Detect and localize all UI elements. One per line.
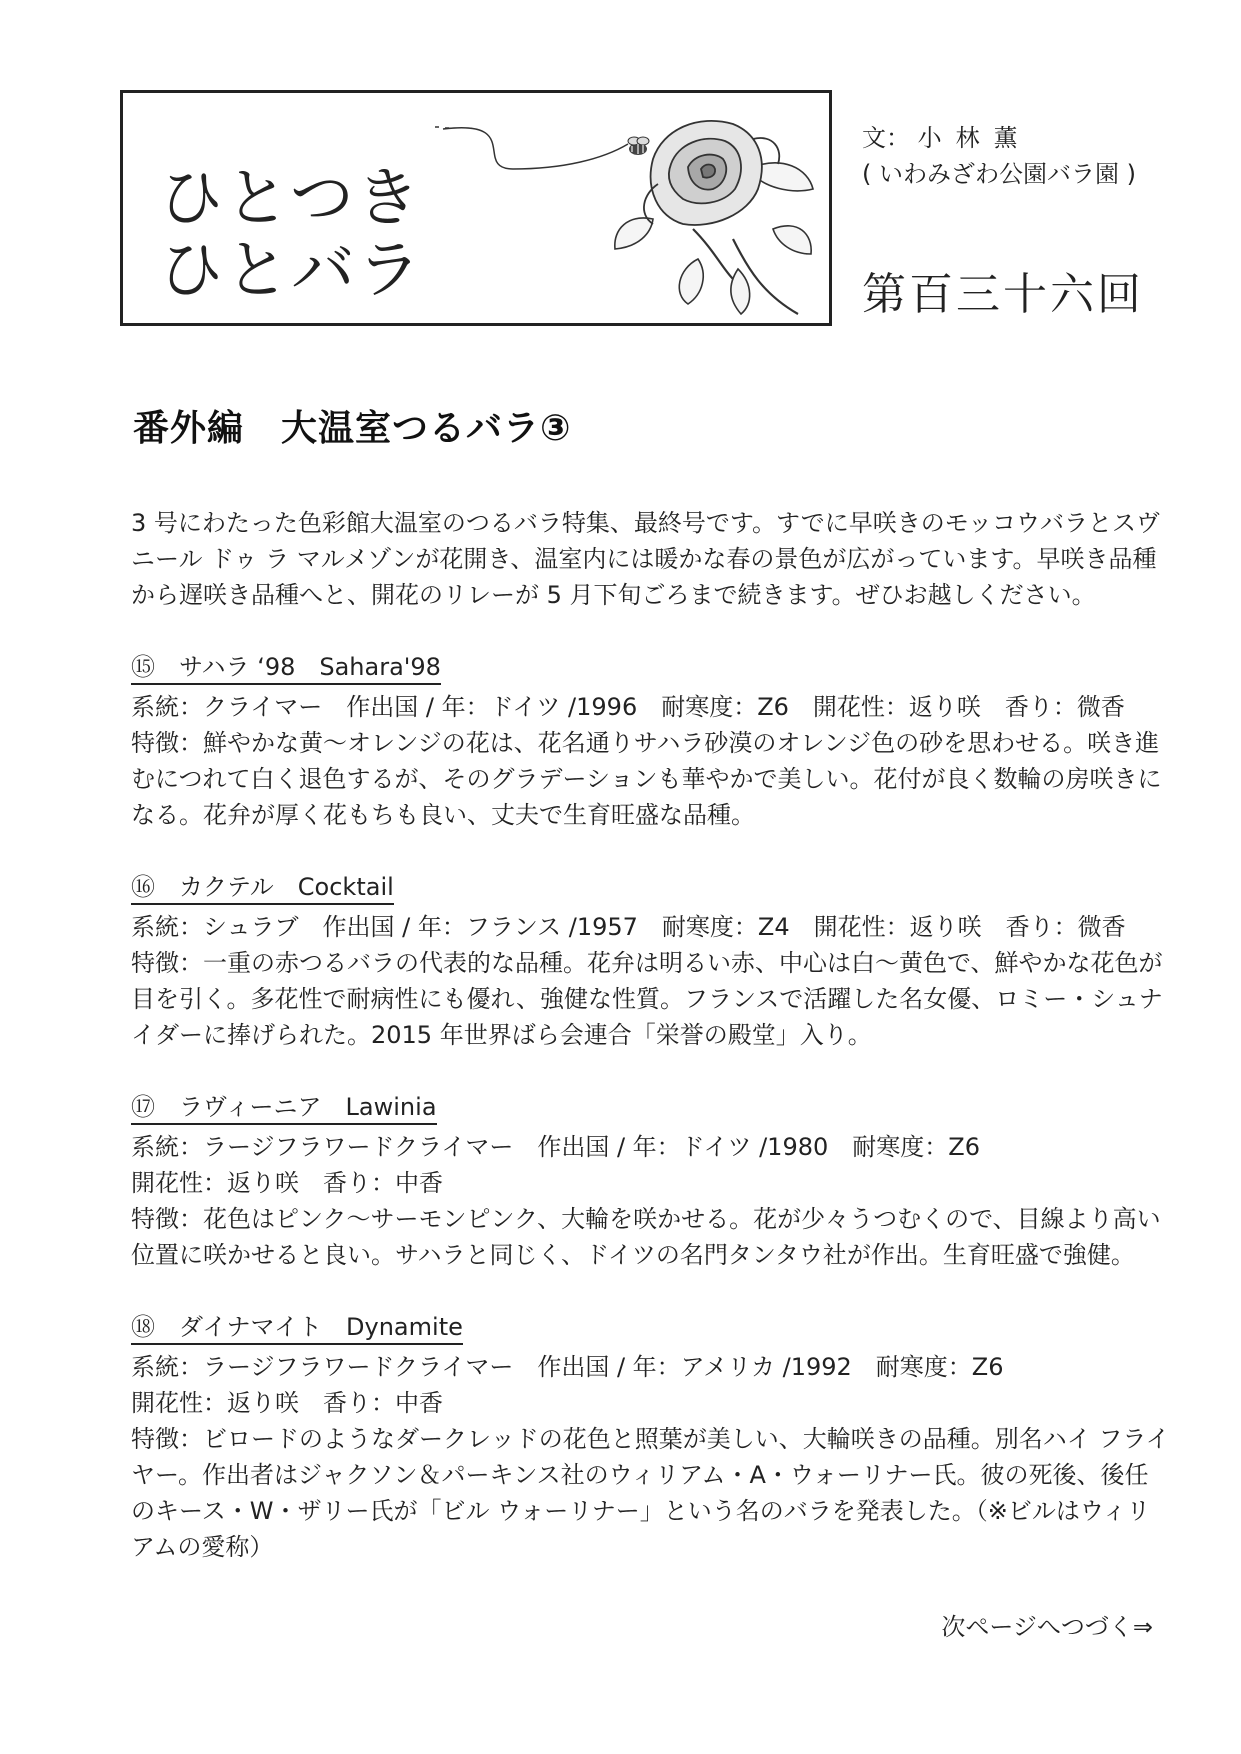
- article-title: 番外編 大温室つるバラ③: [133, 408, 572, 449]
- intro-paragraph: 3 号にわたった色彩館大温室のつるバラ特集、最終号です。すでに早咲きのモッコウバラとスヴニール ドゥ ラ マルメゾンが花開き、温室内には暖かな春の景色が広がっています。早咲き品種から遅咲き品種へと、開花のリレーが 5 月下旬ごろまで続きます。ぜひお越しください。: [131, 509, 1160, 609]
- entry-description: 特徴：鮮やかな黄〜オレンジの花は、花名通りサハラ砂漠のオレンジ色の砂を思わせる。咲き進むにつれて白く退色するが、そのグラデーションも華やかで美しい。花付が良く数輪の房咲きになる。花弁が厚く花もちも良い、丈夫で生育旺盛な品種。: [131, 729, 1162, 829]
- author-credit: [862, 120, 1136, 192]
- entry-number: ⑱: [131, 1313, 155, 1341]
- author-name: 小林薫: [917, 124, 1032, 152]
- series-header-box: [120, 90, 832, 326]
- entry-heading: [131, 651, 441, 685]
- entry-specs: 系統：クライマー 作出国 / 年：ドイツ /1996 耐寒度：Z6 開花性：返り咲 香り：微香: [131, 693, 1125, 721]
- entry-heading: [131, 1311, 463, 1345]
- entry-name: サハラ ‘98 Sahara'98: [179, 653, 441, 681]
- entry-heading: [131, 871, 394, 905]
- entry-description: 特徴：ビロードのようなダークレッドの花色と照葉が美しい、大輪咲きの品種。別名ハイ フライヤー。作出者はジャクソン＆パーキンス社のウィリアム・A・ウォーリナー氏。彼の死後、後任のキース・W・ザリー氏が「ビル ウォーリナー」という名のバラを発表した。（※ビルはウィリアムの愛称）: [131, 1425, 1170, 1561]
- entry-specs: 系統：ラージフラワードクライマー 作出国 / 年：アメリカ /1992 耐寒度：Z6: [131, 1353, 1004, 1381]
- rose-entry: [131, 869, 1171, 1053]
- rose-icon: [353, 99, 823, 321]
- author-line: [862, 120, 1136, 156]
- rose-bloom: [644, 121, 779, 225]
- entry-name: カクテル Cocktail: [179, 873, 394, 901]
- series-title-line2: ひとバラ: [159, 234, 423, 308]
- author-label: 文：: [862, 124, 910, 152]
- entry-name: ラヴィーニア Lawinia: [179, 1093, 437, 1121]
- entry-description: 特徴：一重の赤つるバラの代表的な品種。花弁は明るい赤、中心は白〜黄色で、鮮やかな花色が目を引く。多花性で耐病性にも優れ、強健な性質。フランスで活躍した名女優、ロミー・シュナイダーに捧げられた。2015 年世界ばら会連合「栄誉の殿堂」入り。: [131, 949, 1163, 1049]
- series-title-line1: ひとつき: [159, 162, 422, 236]
- rose-entry: [131, 649, 1171, 833]
- entry-name: ダイナマイト Dynamite: [179, 1313, 463, 1341]
- entry-specs: 系統：シュラブ 作出国 / 年：フランス /1957 耐寒度：Z4 開花性：返り咲 香り：微香: [131, 913, 1126, 941]
- bee-icon: [628, 137, 649, 155]
- entry-bloom-fragrance: 開花性：返り咲 香り：中香: [131, 1169, 443, 1197]
- entry-description: 特徴：花色はピンク〜サーモンピンク、大輪を咲かせる。花が少々うつむくので、目線より高い位置に咲かせると良い。サハラと同じく、ドイツの名門タンタウ社が作出。生育旺盛で強健。: [131, 1205, 1161, 1269]
- bee-flight-path: [435, 127, 628, 169]
- entry-heading: [131, 1091, 437, 1125]
- entry-number: ⑰: [131, 1093, 155, 1121]
- author-affiliation: ( いわみざわ公園バラ園 ): [862, 160, 1136, 188]
- entry-number: ⑮: [131, 653, 155, 681]
- article-body: [131, 505, 1171, 1601]
- entry-bloom-fragrance: 開花性：返り咲 香り：中香: [131, 1389, 443, 1417]
- episode-number: 第百三十六回: [862, 269, 1144, 320]
- entry-specs: 系統：ラージフラワードクライマー 作出国 / 年：ドイツ /1980 耐寒度：Z6: [131, 1133, 980, 1161]
- rose-entry: [131, 1309, 1171, 1565]
- continue-next-page-note: 次ページへつづく⇒: [941, 1613, 1153, 1641]
- rose-entry: [131, 1089, 1171, 1273]
- entry-number: ⑯: [131, 873, 155, 901]
